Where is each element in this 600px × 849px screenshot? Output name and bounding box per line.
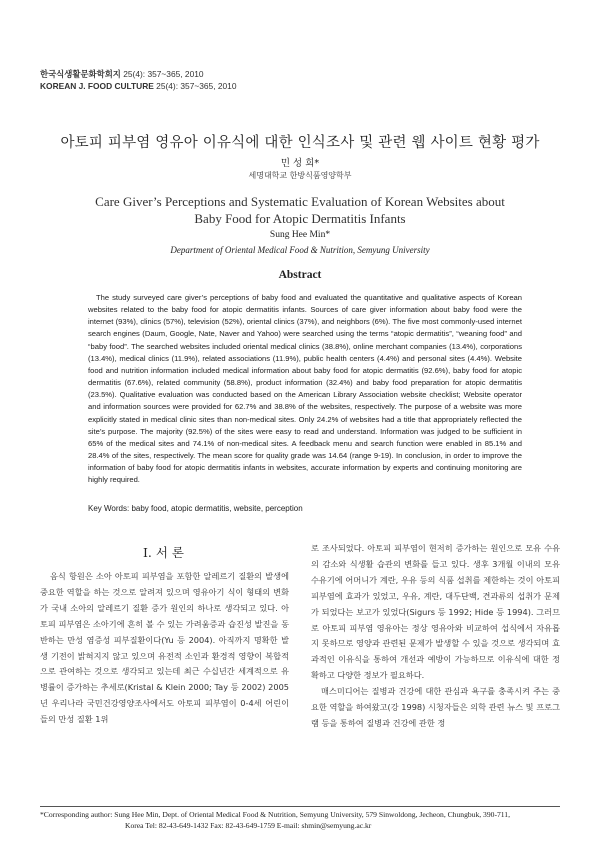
body-column-right bbox=[311, 541, 560, 732]
keywords-text: baby food, atopic dermatitis, website, perception bbox=[131, 504, 303, 513]
footnote-divider bbox=[40, 806, 560, 807]
corresponding-author-footnote bbox=[40, 809, 562, 831]
title-english-line2: Baby Food for Atopic Dermatitis Infants bbox=[194, 211, 406, 226]
journal-en-issue: 25(4): 357~365, 2010 bbox=[156, 81, 237, 91]
journal-header bbox=[40, 68, 237, 92]
body-paragraph-right-1: 로 조사되었다. 아토피 피부염이 현저히 증가하는 원인으로 모유 수유의 감소와 식생활 습관의 변화를 들고 있다. 생후 3개월 이내의 모유 수유기에 어머니가 계란, 우유 등의 식품 섭취를 제한하는 것이 아토피 피부염에 효과가 있었고, 우유, 계란, 대두단백, 견과류의 섭취가 문제가 되었다는 보고가 있었다(Sigurs 등 1992; Hide 등 1994). 그러므로 아토피 피부염 영유아는 정상 영유아와 비교하여 섭식에서 자유롭지 못하므로 영양과 관련된 문제가 발생할 수 있을 것으로 생각되며 효과적인 이유식을 통하여 개선과 예방이 가능하므로 이유식에 대한 정확하고 다양한 정보가 필요하다. bbox=[311, 543, 560, 681]
journal-en-name: KOREAN J. FOOD CULTURE bbox=[40, 81, 154, 91]
author-english: Sung Hee Min* bbox=[269, 230, 331, 240]
footnote-line2: Korea Tel: 82-43-649-1432 Fax: 82-43-649-1759 E-mail: shmin@semyung.ac.kr bbox=[125, 821, 372, 830]
journal-en-line bbox=[40, 80, 237, 92]
abstract-body: The study surveyed care giver’s perceptions of baby food and evaluated the quantitative and qualitative aspects of Korean websites related to the baby food for atopic dermatitis infants. Sources of care giver information about baby food were the internet (93%), clinics (57%), television (52%), oriental clinics (37%), and neighbors (6%). The five most commonly-used internet search engines (Daum, Google, Nate, Naver and Yahoo) were searched using the terms “atopic dermatitis”, “weaning food” and “baby food”. The searched websites included oriental medical clinics (38.8%), online merchant companies (13.4%), corporations (13.4%), medical clinics (11.9%), related associations (11.9%), public health centers (4.4%) and personal sites (4.4%). Website food and nutrition information included medical information about baby food for atopic dermatitis (92.6%), baby food for atopic dermatitis (67.6%), related community (58.8%), product information (32.4%) and baby food preparation for atopic dermatitis (23.5%). Qualitative evaluation was conducted based on the American Library Association website checklist; Website operator and information sources were provided for 62.7% and 38.8% of the websites, respectively. The purpose of a website was more explicitly stated in medical clinic sites than non-medical sites. Only 24.2% of websites had a title that appropriately reflected the site’s purpose. The majority (92.5%) of the sites were easy to read and understand. Information was judged to be sufficient in 65% of the medical sites and 74.1% of non-medical sites. A feedback menu and search function were enabled in 85.1% and 28.4% of the sites, respectively. The mean score for quality grade was 14.64 (range 9-19). In conclusion, in order to improve the information of baby food for atopic dermatitis infants in websites, accurate information by experts and continuing monitoring are highly required. bbox=[88, 293, 522, 485]
title-english bbox=[0, 193, 600, 227]
section-heading-introduction: I. 서 론 bbox=[142, 545, 184, 560]
keywords-label: Key Words: bbox=[88, 504, 130, 513]
journal-ko-name: 한국식생활문화학회지 bbox=[40, 69, 121, 79]
affiliation-english: Department of Oriental Medical Food & Nutrition, Semyung University bbox=[170, 245, 430, 255]
abstract-heading: Abstract bbox=[278, 269, 322, 281]
keywords bbox=[88, 504, 522, 513]
footnote-line1: *Corresponding author: Sung Hee Min, Dept. of Oriental Medical Food & Nutrition, Semyung University, 579 Sinwoldong, Jecheon, Chungbuk, 390-711, bbox=[40, 810, 510, 819]
author-korean: 민 성 희* bbox=[280, 158, 320, 169]
title-english-line1: Care Giver’s Perceptions and Systematic Evaluation of Korean Websites about bbox=[95, 194, 505, 209]
body-paragraph-right-2: 매스미디어는 질병과 건강에 대한 관심과 욕구를 충족시켜 주는 중요한 역할을 하여왔고(강 1998) 시청자들은 의학 관련 뉴스 및 프로그램 등을 통하여 질병과 건강에 관한 정 bbox=[311, 686, 560, 728]
affiliation-korean: 세명대학교 한방식품영양학부 bbox=[248, 171, 352, 180]
journal-ko-line bbox=[40, 68, 237, 80]
body-column-left: 음식 항원은 소아 아토피 피부염을 포함한 알레르기 질환의 발생에 중요한 역할을 하는 것으로 알려져 있으며 영유아기 식이 형태의 변화가 국내 소아의 알레르기 질환 증가 원인의 하나로 생각되고 있다. 아토피 피부염은 소아기에 흔히 볼 수 있는 가려움증과 습진성 발진을 동반하는 만성 염증성 피부질환이다(Yu 등 2004). 아직까지 명확한 발생 기전이 밝혀지지 않고 있으며 유전적 소인과 환경적 영향이 복합적으로 관여하는 것으로 생각되고 있는데 최근 수십년간 세계적으로 유병률이 증가하는 추세로(Kristal & Klein 2000; Tay 등 2002) 2005년 우리나라 국민건강영양조사에서도 아토피 피부염이 0-4세 어린이들의 만성 질환 1위 bbox=[40, 571, 289, 725]
title-korean: 아토피 피부염 영유아 이유식에 대한 인식조사 및 관련 웹 사이트 현황 평가 bbox=[60, 135, 540, 151]
journal-ko-issue: 25(4): 357~365, 2010 bbox=[123, 69, 204, 79]
